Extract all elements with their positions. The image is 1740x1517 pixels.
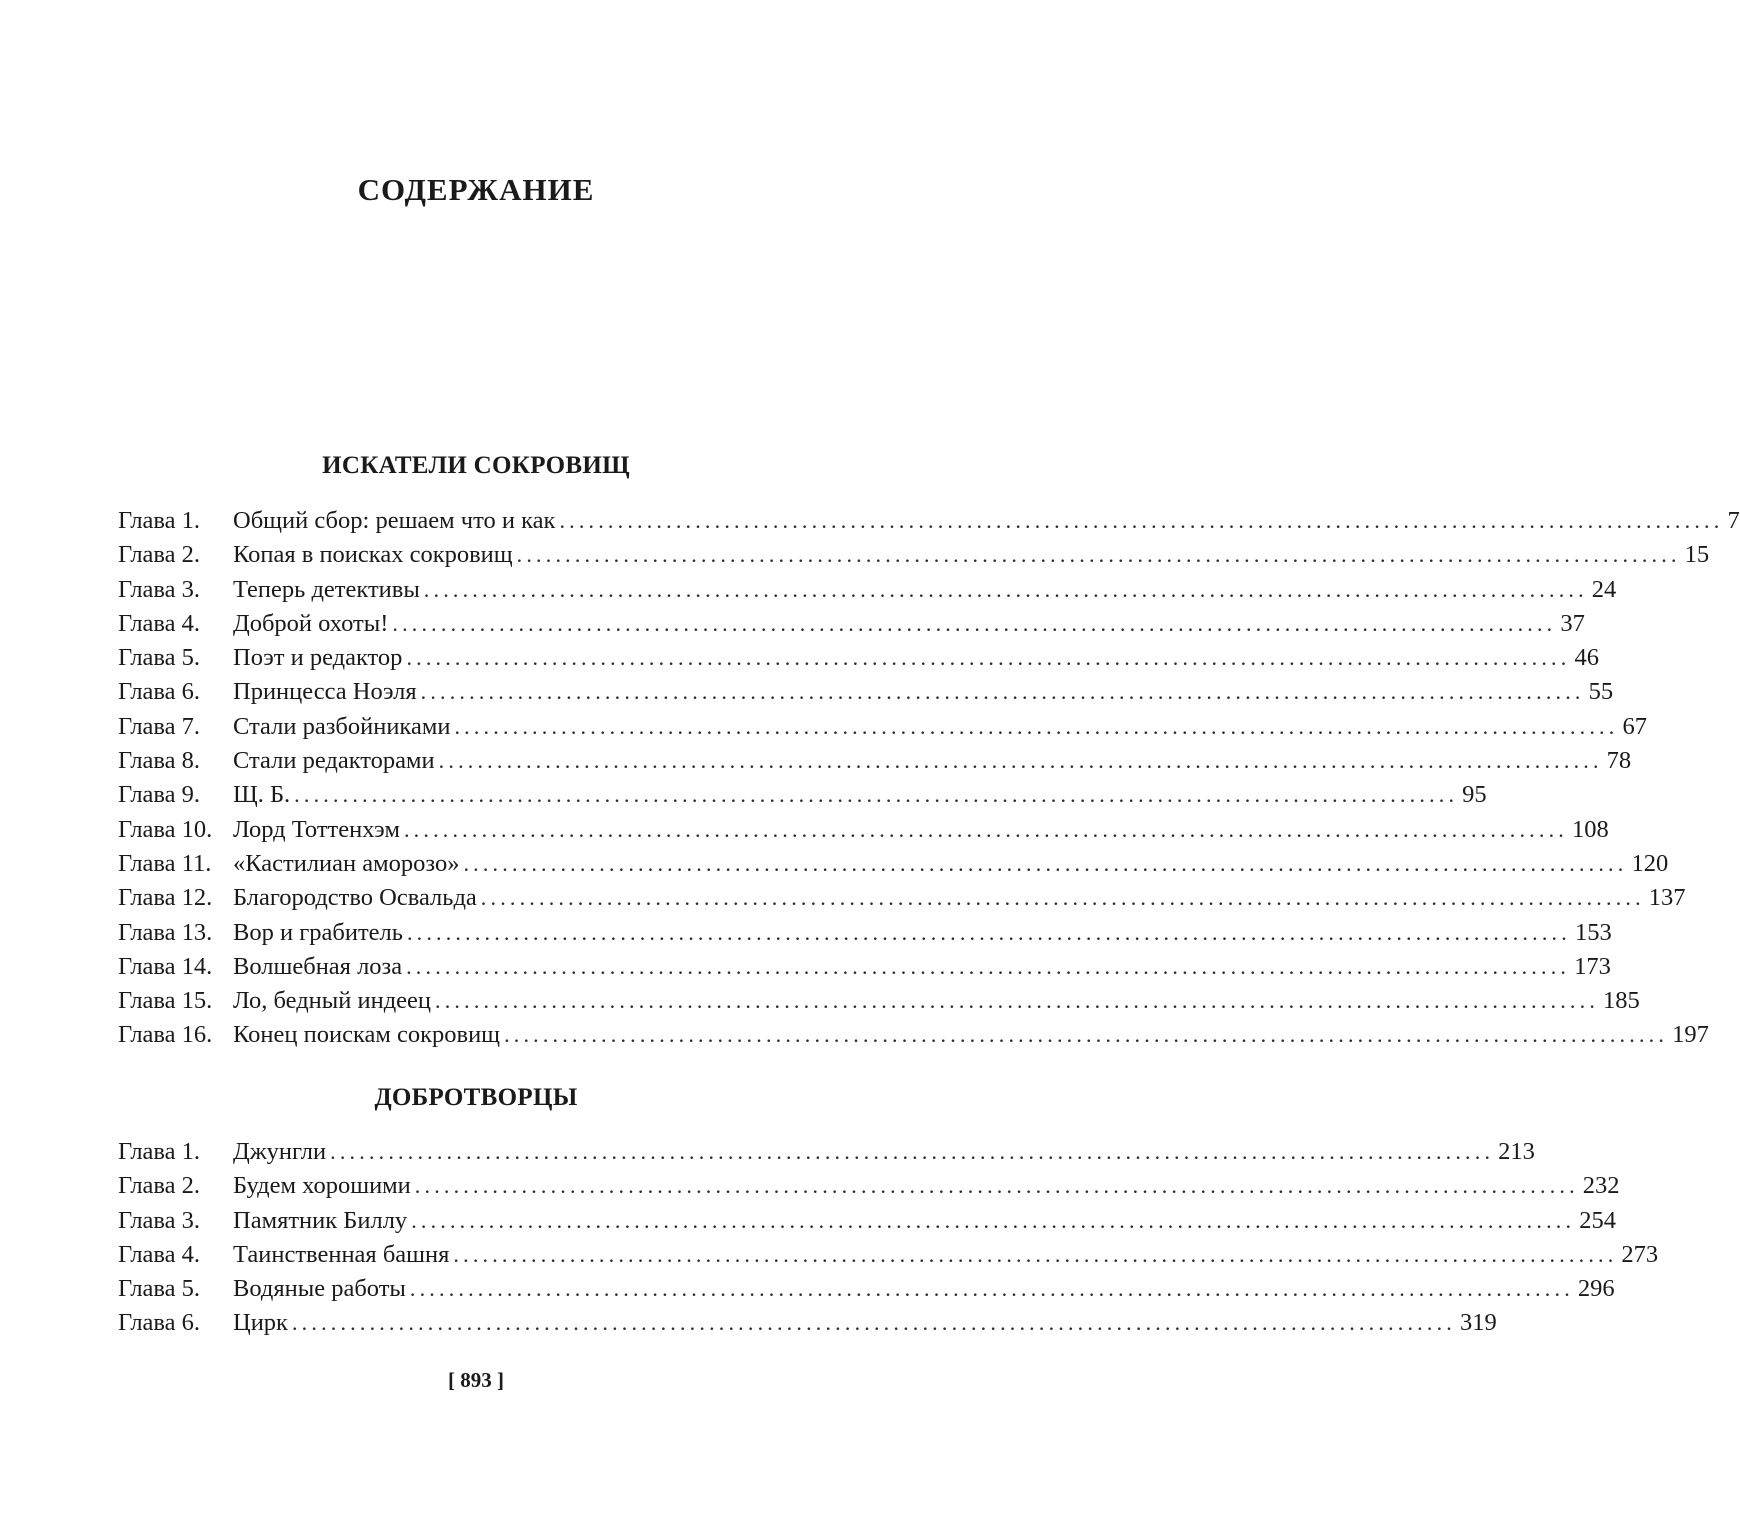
toc-dot-leader: ........................................................................................................................ — [403, 816, 1568, 842]
toc-entry-title: Лорд Тоттенхэм — [233, 815, 400, 843]
toc-entry-title: Будем хорошими — [233, 1172, 411, 1200]
toc-entry-label: Глава 1. — [118, 1138, 201, 1165]
toc-entry-label: Глава 6. — [118, 1309, 201, 1337]
toc-dot-leader: ........................................................................................................................ — [453, 1241, 1618, 1267]
toc-entry-label: Глава 7. — [118, 712, 201, 740]
toc-entry — [118, 1018, 1709, 1052]
toc-entry-page: 24 — [1591, 575, 1617, 603]
toc-entry-title: Джунгли — [233, 1138, 327, 1165]
toc-entry — [118, 847, 1669, 881]
toc-entry-page: 67 — [1622, 712, 1647, 740]
toc-entry-page: 78 — [1606, 747, 1632, 775]
toc-dot-leader: ........................................................................................................................ — [414, 1173, 1579, 1199]
toc-entry-title: Доброй охоты! — [233, 609, 389, 637]
toc-dot-leader: ........................................................................................................................ — [516, 542, 1681, 568]
toc-entry-label: Глава 10. — [118, 815, 213, 843]
toc-entry — [118, 778, 1487, 812]
toc-entry-label: Глава 2. — [118, 541, 201, 569]
toc-dot-leader: ........................................................................................................................ — [330, 1139, 1495, 1164]
toc-entry-label: Глава 2. — [118, 1172, 201, 1200]
toc-entry-title: Стали редакторами — [233, 747, 435, 775]
toc-entry — [118, 813, 1609, 847]
toc-entry-page: 296 — [1577, 1275, 1615, 1303]
toc-entry — [118, 916, 1612, 950]
toc-entry-page: 273 — [1621, 1240, 1659, 1268]
toc-entry-page: 55 — [1588, 678, 1614, 706]
toc-entry — [118, 641, 1599, 675]
toc-entry — [118, 1204, 1616, 1238]
toc-entry-page: 153 — [1574, 918, 1612, 946]
toc-dot-leader: ........................................................................................................................ — [409, 1276, 1574, 1302]
toc-entry — [118, 984, 1640, 1018]
toc-entry-page: 254 — [1579, 1206, 1616, 1234]
toc-entry — [118, 881, 1686, 915]
toc-entry-page: 95 — [1462, 781, 1487, 809]
toc-entry-page: 197 — [1672, 1021, 1709, 1049]
toc-dot-leader: ........................................................................................................................ — [406, 645, 1571, 671]
toc-dot-leader: ........................................................................................................................ — [420, 679, 1585, 705]
toc-dot-leader: ........................................................................................................................ — [463, 850, 1628, 876]
toc-entry-label: Глава 15. — [118, 987, 213, 1015]
toc-entry — [118, 1306, 1497, 1340]
toc-entry-page: 120 — [1631, 849, 1669, 877]
toc-entry — [118, 1272, 1615, 1306]
toc-entry-page: 319 — [1459, 1309, 1497, 1337]
toc-entry — [118, 1169, 1620, 1203]
toc-entry-page: 173 — [1574, 952, 1611, 980]
toc-entry — [118, 607, 1585, 641]
toc-entry-label: Глава 4. — [118, 609, 201, 637]
toc-entry — [118, 573, 1617, 607]
toc-entry-title: Таинственная башня — [233, 1240, 450, 1268]
toc-entry-label: Глава 14. — [118, 952, 213, 980]
toc-list-treasure-seekers — [118, 504, 1740, 1053]
toc-entry — [118, 710, 1647, 744]
toc-entry-label: Глава 3. — [118, 1206, 201, 1234]
toc-dot-leader: ........................................................................................................................ — [454, 713, 1619, 739]
toc-entry-page: 46 — [1574, 644, 1599, 672]
toc-dot-leader: ........................................................................................................................ — [406, 919, 1571, 945]
section-title-wouldbegoods: ДОБРОТВОРЦЫ — [374, 1084, 578, 1111]
toc-entry-title: Щ. Б. — [233, 781, 291, 809]
toc-entry — [118, 1238, 1659, 1272]
toc-entry — [118, 504, 1740, 538]
toc-dot-leader: ........................................................................................................................ — [435, 988, 1600, 1014]
toc-entry-label: Глава 11. — [118, 849, 212, 877]
toc-entry-label: Глава 16. — [118, 1021, 213, 1049]
toc-entry — [118, 675, 1614, 709]
toc-entry-page: 37 — [1560, 609, 1585, 637]
toc-entry-page: 137 — [1648, 884, 1686, 912]
toc-entry — [118, 744, 1632, 778]
toc-dot-leader: ........................................................................................................................ — [559, 508, 1724, 533]
toc-entry-title: Стали разбойниками — [233, 712, 451, 740]
toc-entry-page: 213 — [1498, 1138, 1535, 1165]
toc-entry-title: Вор и грабитель — [233, 918, 403, 946]
toc-entry-title: Принцесса Ноэля — [233, 678, 417, 706]
toc-entry-label: Глава 8. — [118, 747, 201, 775]
toc-entry-label: Глава 9. — [118, 781, 201, 809]
page-number: [ 893 ] — [448, 1368, 504, 1392]
toc-dot-leader: ........................................................................................................................ — [423, 576, 1588, 602]
section-title-treasure-seekers: ИСКАТЕЛИ СОКРОВИЩ — [322, 452, 630, 479]
toc-dot-leader: ........................................................................................................................ — [291, 1310, 1456, 1336]
toc-entry-title: Теперь детективы — [233, 575, 420, 603]
toc-entry-title: Конец поискам сокровищ — [233, 1021, 501, 1049]
toc-entry-title: Волшебная лоза — [233, 952, 403, 980]
toc-dot-leader: ........................................................................................................................ — [411, 1207, 1576, 1233]
toc-dot-leader: ........................................................................................................................ — [294, 782, 1459, 808]
toc-entry-label: Глава 3. — [118, 575, 201, 603]
toc-entry-title: Общий сбор: решаем что и как — [233, 507, 556, 534]
toc-entry-title: Памятник Биллу — [233, 1206, 408, 1234]
toc-entry-title: «Кастилиан аморозо» — [233, 849, 460, 877]
toc-entry-label: Глава 13. — [118, 918, 213, 946]
toc-entry-page: 232 — [1582, 1172, 1620, 1200]
toc-entry-label: Глава 12. — [118, 884, 213, 912]
toc-entry-page: 108 — [1571, 815, 1609, 843]
toc-entry-page: 15 — [1684, 541, 1710, 569]
toc-entry-label: Глава 6. — [118, 678, 201, 706]
toc-entry-page: 7 — [1727, 507, 1740, 534]
toc-entry-title: Копая в поисках сокровищ — [233, 541, 513, 569]
toc-entry-label: Глава 1. — [118, 507, 201, 534]
toc-entry — [118, 1135, 1535, 1169]
toc-dot-leader: ........................................................................................................................ — [438, 748, 1603, 774]
toc-dot-leader: ........................................................................................................................ — [504, 1022, 1669, 1048]
toc-dot-leader: ........................................................................................................................ — [406, 953, 1571, 979]
toc-dot-leader: ........................................................................................................................ — [392, 610, 1557, 636]
toc-entry-label: Глава 5. — [118, 1275, 201, 1303]
toc-entry-title: Благородство Освальда — [233, 884, 477, 912]
toc-entry — [118, 950, 1611, 984]
toc-entry-title: Ло, бедный индеец — [233, 987, 432, 1015]
toc-entry-page: 185 — [1603, 987, 1640, 1015]
toc-entry — [118, 538, 1710, 572]
toc-entry-title: Поэт и редактор — [233, 644, 403, 672]
toc-dot-leader: ........................................................................................................................ — [480, 885, 1645, 911]
toc-entry-title: Водяные работы — [233, 1275, 406, 1303]
toc-list-wouldbegoods — [118, 1135, 1659, 1341]
toc-entry-title: Цирк — [233, 1309, 288, 1337]
page-title: СОДЕРЖАНИЕ — [357, 172, 595, 207]
toc-entry-label: Глава 4. — [118, 1240, 201, 1268]
toc-entry-label: Глава 5. — [118, 644, 201, 672]
